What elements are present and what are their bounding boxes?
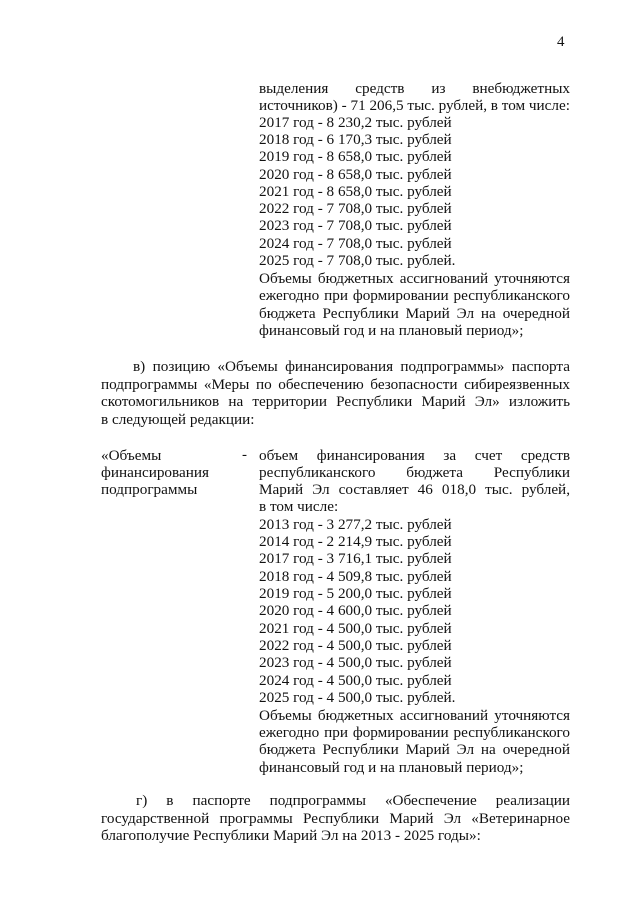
page-number: 4 [557, 34, 565, 50]
text-line: 2020 год - 8 658,0 тыс. рублей [259, 166, 452, 183]
text-line: 2021 год - 8 658,0 тыс. рублей [259, 183, 452, 200]
text-line: финансовый год и на плановый период»; [259, 759, 524, 776]
text-line: 2022 год - 7 708,0 тыс. рублей [259, 200, 452, 217]
text-line: выделения средств из внебюджетных [259, 80, 570, 97]
text-line: бюджета Республики Марий Эл на очередной [259, 305, 570, 322]
text-line: 2014 год - 2 214,9 тыс. рублей [259, 533, 452, 550]
text-line: 2017 год - 3 716,1 тыс. рублей [259, 550, 452, 567]
text-line: республиканского бюджета Республики [259, 464, 570, 481]
text-line: бюджета Республики Марий Эл на очередной [259, 741, 570, 758]
text-line: источников) - 71 206,5 тыс. рублей, в том числе: [259, 97, 570, 114]
text-line: 2019 год - 8 658,0 тыс. рублей [259, 148, 452, 165]
text-line: в том числе: [259, 498, 339, 515]
text-line: 2013 год - 3 277,2 тыс. рублей [259, 516, 452, 533]
text-line: объем финансирования за счет средств [259, 447, 570, 464]
dash-separator: - [242, 447, 247, 463]
text-line: ежегодно при формировании республиканского [259, 724, 570, 741]
text-line: 2023 год - 4 500,0 тыс. рублей [259, 654, 452, 671]
text-line: 2018 год - 4 509,8 тыс. рублей [259, 568, 452, 585]
text-line: ежегодно при формировании республиканского [259, 287, 570, 304]
text-line: 2025 год - 4 500,0 тыс. рублей. [259, 689, 456, 706]
text-line: скотомогильников на территории Республики Марий Эл» изложить [101, 393, 570, 410]
text-line: 2024 год - 4 500,0 тыс. рублей [259, 672, 452, 689]
text-line: Объемы бюджетных ассигнований уточняются [259, 707, 570, 724]
text-line: финансовый год и на плановый период»; [259, 322, 524, 339]
text-line: 2020 год - 4 600,0 тыс. рублей [259, 602, 452, 619]
label-line: «Объемы [101, 447, 162, 464]
text-line: благополучие Республики Марий Эл на 2013 - 2025 годы»: [101, 827, 481, 844]
text-line: Объемы бюджетных ассигнований уточняются [259, 270, 570, 287]
text-line: подпрограммы «Меры по обеспечению безопасности сибиреязвенных [101, 376, 570, 393]
text-line: 2019 год - 5 200,0 тыс. рублей [259, 585, 452, 602]
text-line: 2021 год - 4 500,0 тыс. рублей [259, 620, 452, 637]
text-line: 2017 год - 8 230,2 тыс. рублей [259, 114, 452, 131]
text-line: в) позицию «Объемы финансирования подпрограммы» паспорта [133, 358, 570, 375]
text-line: г) в паспорте подпрограммы «Обеспечение реализации [136, 792, 570, 809]
text-line: 2018 год - 6 170,3 тыс. рублей [259, 131, 452, 148]
text-line: государственной программы Республики Марий Эл «Ветеринарное [101, 810, 570, 827]
text-line: в следующей редакции: [101, 411, 255, 428]
label-line: финансирования [101, 464, 209, 481]
text-line: 2022 год - 4 500,0 тыс. рублей [259, 637, 452, 654]
text-line: 2023 год - 7 708,0 тыс. рублей [259, 217, 452, 234]
label-line: подпрограммы [101, 481, 198, 498]
text-line: 2024 год - 7 708,0 тыс. рублей [259, 235, 452, 252]
text-line: Марий Эл составляет 46 018,0 тыс. рублей, [259, 481, 570, 498]
text-line: 2025 год - 7 708,0 тыс. рублей. [259, 252, 456, 269]
